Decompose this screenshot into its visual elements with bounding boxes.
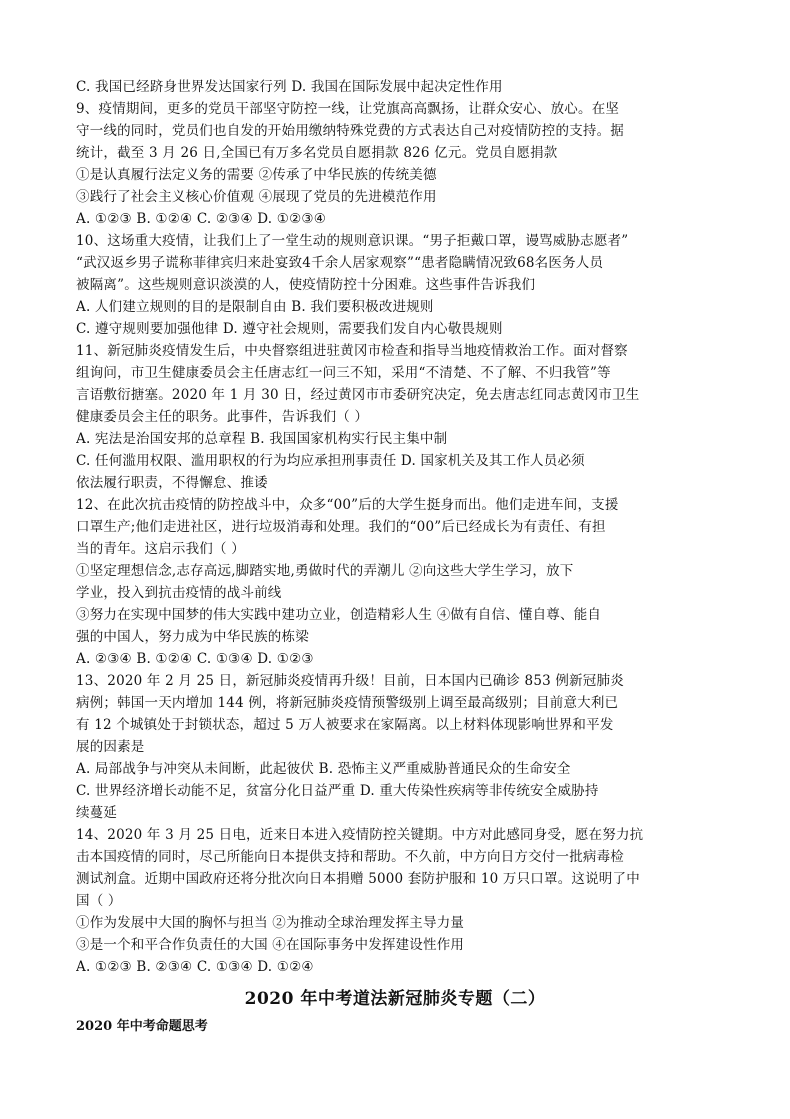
text-line: C. 任何滥用权限、滥用职权的行为均应承担刑事责任 D. 国家机关及其工作人员必须	[76, 453, 585, 469]
text-line: 11、新冠肺炎疫情发生后，中央督察组进驻黄冈市检查和指导当地疫情救治工作。面对督察	[76, 343, 628, 359]
text-line: 被隔离”。这些规则意识淡漠的人，使疫情防控十分困难。这些事件告诉我们	[76, 277, 536, 293]
text-line: A. 宪法是治国安邦的总章程 B. 我国国家机构实行民主集中制	[76, 431, 448, 447]
text-line: A. ②③④ B. ①②④ C. ①③④ D. ①②③	[76, 651, 314, 667]
text-line: A. 局部战争与冲突从未间断，此起彼伏 B. 恐怖主义严重威胁普通民众的生命安全	[76, 761, 571, 777]
text-line: 国（ ）	[76, 893, 122, 909]
text-line: C. 遵守规则要加强他律 D. 遵守社会规则，需要我们发自内心敬畏规则	[76, 321, 503, 337]
section-title: 2020 年中考道法新冠肺炎专题（二）	[244, 989, 546, 1009]
text-line: 健康委员会主任的职务。此事件，告诉我们（ ）	[76, 409, 369, 425]
text-line: 13、2020 年 2 月 25 日，新冠肺炎疫情再升级！目前，日本国内已确诊 853 例新冠肺炎	[76, 673, 624, 689]
text-line: “武汉返乡男子谎称菲律宾归来赴宴致4千余人居家观察”“患者隐瞒情况致68名医务人员	[76, 255, 604, 271]
text-line: C. 我国已经跻身世界发达国家行列 D. 我国在国际发展中起决定性作用	[76, 79, 503, 95]
text-line: ①是认真履行法定义务的需要 ②传承了中华民族的传统美德	[76, 167, 437, 183]
text-line: A. ①②③ B. ②③④ C. ①③④ D. ①②④	[76, 959, 314, 975]
text-line: 10、这场重大疫情，让我们上了一堂生动的规则意识课。“男子拒戴口罩，谩骂威胁志愿者”	[76, 233, 629, 249]
text-line: 组询问，市卫生健康委员会主任唐志红一问三不知，采用“不清楚、不了解、不归我管”等	[76, 365, 611, 381]
text-line: 有 12 个城镇处于封锁状态，超过 5 万人被要求在家隔离。以上材料体现影响世界和平发	[76, 717, 614, 733]
text-line: 当的青年。这启示我们（ ）	[76, 541, 245, 557]
text-line: 言语敷衍搪塞。2020 年 1 月 30 日，经过黄冈市市委研究决定，免去唐志红同志黄冈市卫生	[76, 387, 640, 403]
text-line: 口罩生产;他们走进社区，进行垃圾消毒和处理。我们的“00”后已经成长为有责任、有担	[76, 519, 606, 535]
text-line: 续蔓延	[76, 805, 118, 821]
text-line: 9、疫情期间，更多的党员干部坚守防控一线，让党旗高高飘扬，让群众安心、放心。在坚	[76, 101, 620, 117]
text-line: ①作为发展中大国的胸怀与担当 ②为推动全球治理发挥主导力量	[76, 915, 465, 931]
text-line: 病例；韩国一天内增加 144 例，将新冠肺炎疫情预警级别上调至最高级别；目前意大利已	[76, 695, 619, 711]
document-body	[76, 76, 726, 978]
text-line: 守一线的同时，党员们也自发的开始用缴纳特殊党费的方式表达自己对疫情防控的支持。据	[76, 123, 624, 139]
text-line: ③践行了社会主义核心价值观 ④展现了党员的先进模范作用	[76, 189, 437, 205]
text-line: 依法履行职责，不得懈怠、推诿	[76, 475, 268, 491]
text-line: ③是一个和平合作负责任的大国 ④在国际事务中发挥建设性作用	[76, 937, 465, 953]
text-line: A. ①②③ B. ①②④ C. ②③④ D. ①②③④	[76, 211, 326, 227]
text-line: 展的因素是	[76, 739, 145, 755]
text-line: 学业，投入到抗击疫情的战斗前线	[76, 585, 282, 601]
text-line: 测试剂盒。近期中国政府还将分批次向日本捐赠 5000 套防护服和 10 万只口罩。这说明了中	[76, 871, 640, 887]
text-line: C. 世界经济增长动能不足，贫富分化日益严重 D. 重大传染性疾病等非传统安全威胁持	[76, 783, 599, 799]
text-line: 强的中国人，努力成为中华民族的栋梁	[76, 629, 309, 645]
text-line: 击本国疫情的同时，尽己所能向日本提供支持和帮助。不久前，中方向日方交付一批病毒检	[76, 849, 624, 865]
section-subtitle: 2020 年中考命题思考	[76, 1019, 208, 1034]
text-line: 统计，截至 3 月 26 日,全国已有万多名党员自愿捐款 826 亿元。党员自愿捐款	[76, 145, 558, 161]
text-line: A. 人们建立规则的目的是限制自由 B. 我们要积极改进规则	[76, 299, 434, 315]
text-line: 12、在此次抗击疫情的防控战斗中，众多“00”后的大学生挺身而出。他们走进车间，支援	[76, 497, 619, 513]
text-line: 14、2020 年 3 月 25 日电，近来日本进入疫情防控关键期。中方对此感同身受，愿在努力抗	[76, 827, 644, 843]
text-line: ③努力在实现中国梦的伟大实践中建功立业，创造精彩人生 ④做有自信、懂自尊、能自	[76, 607, 602, 623]
text-line: ①坚定理想信念,志存高远,脚踏实地,勇做时代的弄潮儿 ②向这些大学生学习，放下	[76, 563, 574, 579]
